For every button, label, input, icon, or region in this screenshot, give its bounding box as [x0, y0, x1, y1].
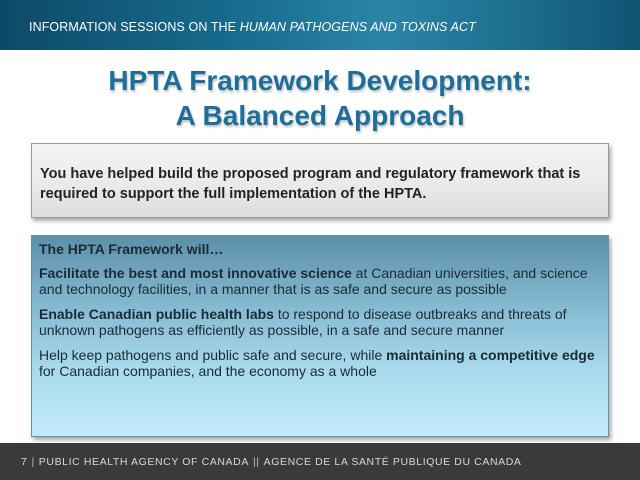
framework-point-science	[39, 265, 602, 298]
slide-title	[0, 63, 640, 133]
slide-title-line2: A Balanced Approach	[175, 100, 465, 131]
framework-heading: The HPTA Framework will…	[39, 241, 224, 257]
header-act-name: HUMAN PATHOGENS AND TOXINS ACT	[239, 20, 476, 34]
framework-box	[31, 235, 609, 437]
header-prefix: INFORMATION SESSIONS ON THE	[29, 20, 240, 34]
framework-point-competitive	[39, 347, 602, 380]
point-lead: Help keep pathogens and public safe and secure, while	[39, 346, 387, 363]
framework-point-labs	[39, 306, 602, 339]
agency-name-fr: AGENCE DE LA SANTÉ PUBLIQUE DU CANADA	[263, 456, 522, 468]
slide-title-line1: HPTA Framework Development:	[108, 65, 532, 96]
page-number: 7	[21, 456, 28, 468]
point-rest: at Canadian universities, and science and technology facilities, in a manner that is as safe and secure as possible	[39, 264, 588, 297]
intro-box	[31, 143, 609, 218]
intro-text: You have helped build the proposed program and regulatory framework that is required to support the full implementation of the HPTA.	[40, 166, 581, 202]
point-bold: Facilitate the best and most innovative science	[39, 264, 352, 281]
footer-double-divider: ||	[252, 456, 260, 468]
footer-text	[21, 456, 522, 468]
agency-name-en: PUBLIC HEALTH AGENCY OF CANADA	[38, 456, 249, 468]
point-rest: for Canadian companies, and the economy as a whole	[39, 363, 377, 379]
point-bold: maintaining a competitive edge	[386, 346, 595, 363]
header-text	[29, 20, 476, 34]
footer-divider: |	[31, 456, 35, 468]
point-bold: Enable Canadian public health labs	[39, 305, 274, 322]
point-rest: to respond to disease outbreaks and threats of unknown pathogens as efficiently as possible, in a safe and secure manner	[39, 305, 567, 338]
